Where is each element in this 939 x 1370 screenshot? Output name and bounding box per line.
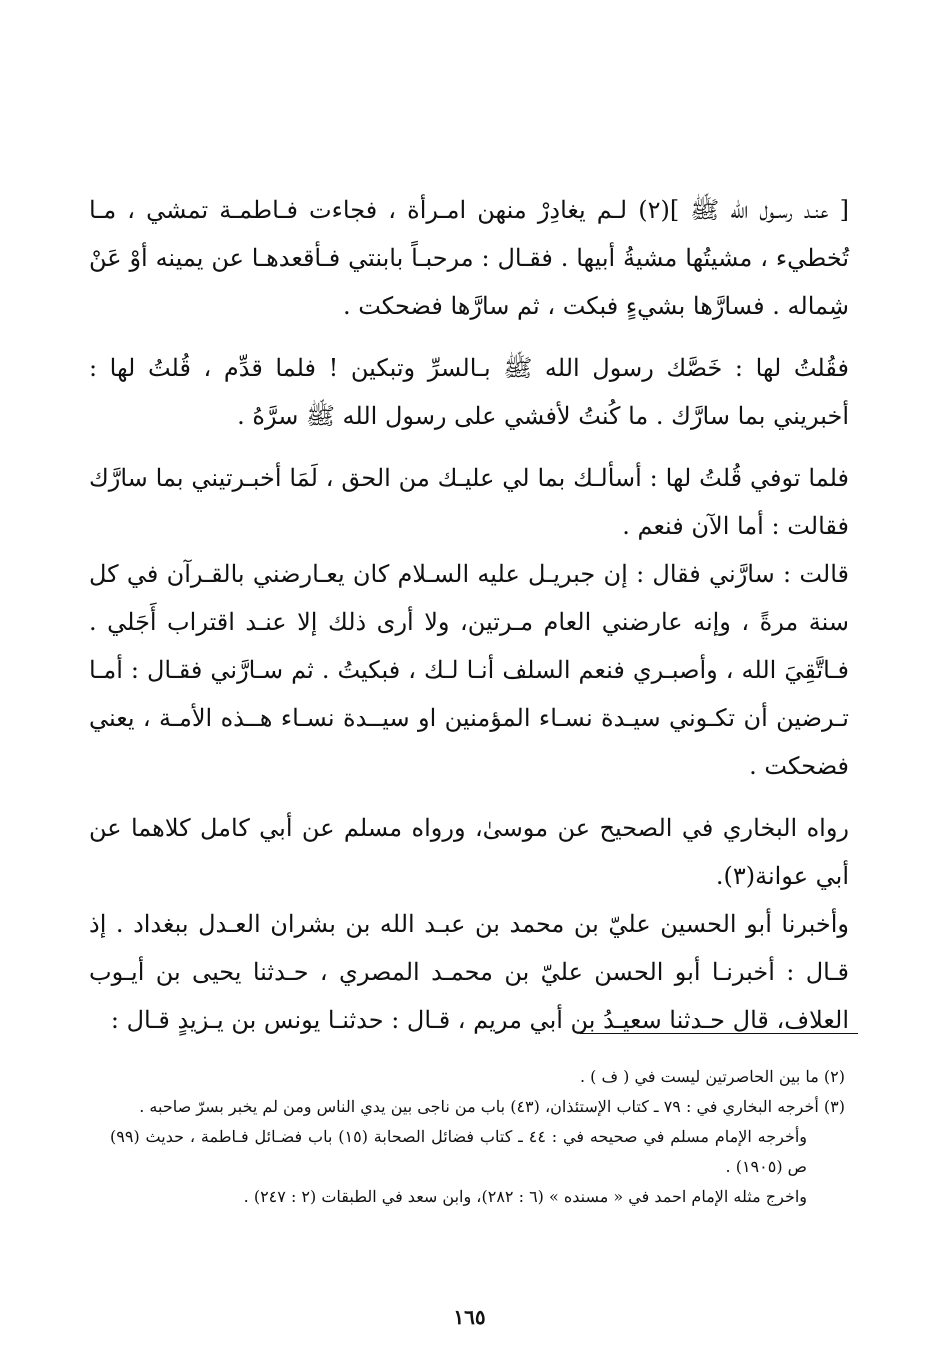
paragraph-3: فلما توفي قُلتُ لها : أسألـك بما لي عليـك من الحق ، لَمَا أخبـرتيني بما سارَّك فقالت : أما الآن فنعم . [89,464,849,540]
footnote-divider [580,1033,858,1034]
footnote-2: (٢) ما بين الحاصرتين ليست في ( ف ) . [580,1067,845,1086]
paragraph-4: قالت : سارَّني فقال : إن جبريـل عليه السـلام كان يعـارضني بالقـرآن في كل سنة مرةً ، وإنه عارضني العام مـرتين، ولا أرى ذلك إلا عنـد اقتراب أَجَلي . فـاتَّقِيَ الله ، وأصبـري فنعم السلف أنـا لـك ، فبكيتُ . ثم سـارَّني فقـال : أمـا تـرضين أن تكـوني سيـدة نسـاء المؤمنين او سيــدة نسـاء هــذه الأمـة ، يعني فضحكت . [89,560,849,780]
footnote-3: (٣) أخرجه البخاري في : ٧٩ ـ كتاب الإستئذان، (٤٣) باب من ناجى بين يدي الناس ومن لم يخبر بسرّ صاحبه . [139,1097,845,1116]
paragraph-6: وأخبرنا أبو الحسين عليّ بن محمد بن عبـد الله بن بشران العـدل ببغداد . إذ قـال : أخبرنـا أبو الحسن عليّ بن محمـد المصري ، حـدثنا يحيى بن أيـوب العلاف، قال حـدثنا سعيـدُ بن أبي مريم ، قـال : حدثنـا يونس بن يـزيدٍ قـال : [89,910,849,1034]
paragraph-1: [ عنـد رسـول الله ﷺ ](٢) لـم يغادِرْ منهن امـرأة ، فجاءت فـاطمـة تمشي ، مـا تُخطيء ، مشيتُها مشيةُ أبيها . فقـال : مرحبـاً بابنتي فـأقعدهـا عن يمينه أوْ عَنْ شِماله . فسارَّها بشيءٍ فبكت ، ثم سارَّها فضحكت . [89,196,849,320]
paragraph-5: رواه البخاري في الصحيح عن موسىٰ، ورواه مسلم عن أبي كامل كلاهما عن أبي عوانة(٣). [89,814,849,890]
footnote-3-ahmad: واخرج مثله الإمام احمد في « مسنده » (٦ : ٢٨٢)، وابن سعد في الطبقات (٢ : ٢٤٧) . [243,1187,807,1206]
footnotes [110,1062,845,1212]
footnote-3-muslim: وأخرجه الإمام مسلم في صحيحه في : ٤٤ ـ كتاب فضائل الصحابة (١٥) باب فضـائل فـاطمة ، حديث (٩٩) ص (١٩٠٥) . [110,1127,807,1176]
main-text [89,186,849,1044]
paragraph-2: فقُلتُ لها : خَصَّك رسول الله ﷺ بـالسرِّ وتبكين ! فلما قدِّم ، قُلتُ لها : أخبريني بما سارَّك . ما كُنتُ لأفشي على رسول الله ﷺ سرَّهُ . [89,354,849,430]
page-number: ١٦٥ [453,1305,486,1329]
